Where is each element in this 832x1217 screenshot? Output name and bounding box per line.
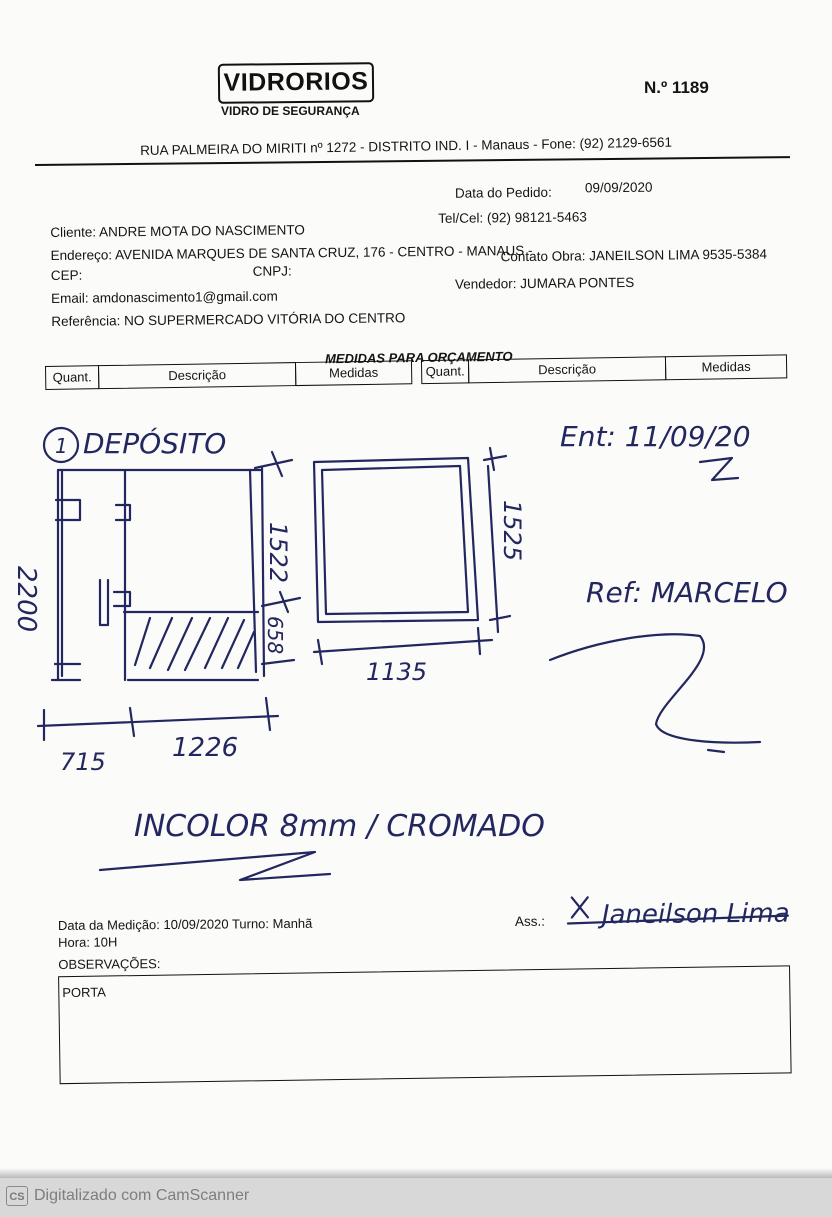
signature-text: Janeilson Lima	[601, 898, 790, 931]
camscanner-watermark	[6, 1185, 249, 1207]
order-date-label: Data do Pedido:	[454, 184, 552, 201]
dim-1135: 1135	[366, 658, 428, 686]
material-note: INCOLOR 8mm / CROMADO	[134, 809, 545, 844]
col-quant-2: Quant.	[421, 359, 469, 384]
col-quant-1: Quant.	[45, 365, 99, 390]
observations-box	[58, 965, 792, 1084]
dim-658: 658	[263, 616, 287, 655]
measure-hour: Hora: 10H	[58, 934, 118, 950]
dim-1525: 1525	[498, 500, 526, 562]
observations-text: PORTA	[62, 984, 107, 1001]
brand-subtitle: VIDRO DE SEGURANÇA	[221, 104, 360, 118]
cnpj-label: CNPJ:	[252, 263, 292, 279]
seller-name: Vendedor: JUMARA PONTES	[454, 274, 635, 292]
client-address: Endereço: AVENIDA MARQUES DE SANTA CRUZ, 176 - CENTRO - MANAUS -	[50, 242, 533, 263]
col-desc-2: Descrição	[468, 356, 666, 383]
pref-note: Ref: MARCELO	[586, 576, 788, 609]
col-medidas-1: Medidas	[295, 360, 412, 386]
dim-715: 715	[60, 748, 106, 776]
order-number: N.º 1189	[644, 78, 709, 97]
company-address: RUA PALMEIRA DO MIRITI nº 1272 - DISTRITO IND. I - Manaus - Fone: (92) 2129-6561	[140, 134, 673, 158]
camscanner-logo-icon: CS	[6, 1186, 28, 1206]
observations-label: OBSERVAÇÕES:	[58, 956, 161, 972]
page-edge-shadow	[0, 1168, 832, 1178]
col-medidas-2: Medidas	[665, 354, 787, 380]
dim-1226: 1226	[172, 733, 239, 763]
order-date-value: 09/09/2020	[584, 179, 653, 196]
client-phone: Tel/Cel: (92) 98121-5463	[438, 209, 587, 226]
measures-title: MEDIDAS PARA ORÇAMENTO	[324, 348, 513, 367]
signature-graphic	[558, 874, 799, 956]
cep-label: CEP:	[50, 267, 83, 283]
camscanner-text: Digitalizado com CamScanner	[34, 1187, 250, 1204]
depot-label: DEPÓSITO	[83, 427, 227, 460]
brand-name: VIDRORIOS	[223, 67, 369, 97]
site-contact: Contato Obra: JANEILSON LIMA 9535-5384	[500, 246, 768, 265]
client-email: Email: amdonascimento1@gmail.com	[50, 288, 278, 306]
signature-x	[572, 897, 588, 917]
col-desc-1: Descrição	[98, 362, 296, 389]
dim-2200: 2200	[11, 566, 41, 633]
delivery-note: Ent: 11/09/20	[560, 420, 751, 453]
item-number: 1	[55, 434, 68, 458]
reference: Referência: NO SUPERMERCADO VITÓRIA DO CENTRO	[51, 310, 406, 329]
dim-1522: 1522	[264, 522, 292, 584]
client-name: Cliente: ANDRE MOTA DO NASCIMENTO	[50, 222, 305, 240]
measure-date: Data da Medição: 10/09/2020 Turno: Manhã	[57, 915, 313, 933]
signature-label: Ass.:	[514, 913, 546, 929]
